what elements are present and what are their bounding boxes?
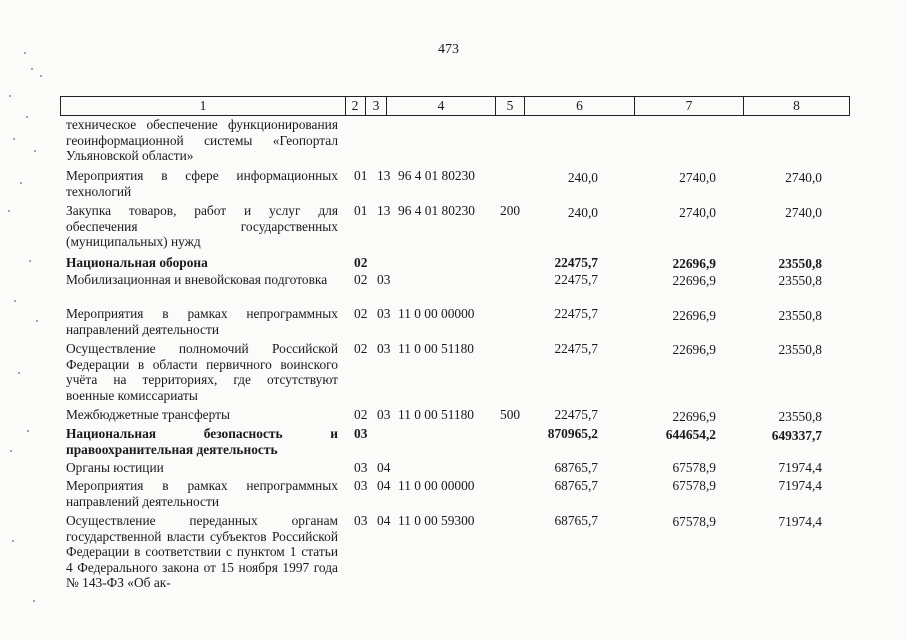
cell-amount-8: 23550,8: [778, 273, 822, 288]
cell-amount-8: 649337,7: [771, 428, 822, 443]
cell-section: 01: [354, 168, 368, 183]
cell-subsection: 13: [377, 203, 391, 218]
cell-amount-6: 22475,7: [554, 255, 598, 270]
cell-amount-8: 23550,8: [778, 256, 822, 271]
cell-amount-6: 68765,7: [554, 460, 598, 475]
cell-target: 11 0 00 00000: [398, 306, 475, 321]
row-name: Органы юстиции: [66, 460, 164, 475]
cell-amount-6: 22475,7: [554, 341, 598, 356]
cell-amount-8: 23550,8: [778, 308, 822, 323]
cell-section: 03: [354, 426, 368, 441]
cell-subsection: 04: [377, 478, 391, 493]
header-col-6: 6: [525, 96, 635, 116]
cell-subsection: 04: [377, 460, 391, 475]
cell-section: 02: [354, 272, 368, 287]
cell-expense-type: 500: [500, 407, 521, 422]
cell-section: 01: [354, 203, 368, 218]
cell-amount-7: 22696,9: [672, 256, 716, 271]
cell-amount-8: 23550,8: [778, 409, 822, 424]
row-name: техническое обеспечение функционирования геоинформационной системы «Геопортал Ульяновской области»: [66, 117, 338, 164]
header-col-3: 3: [366, 96, 387, 116]
header-col-4: 4: [387, 96, 496, 116]
cell-section: 02: [354, 306, 368, 321]
cell-amount-7: 644654,2: [665, 427, 716, 442]
cell-amount-7: 22696,9: [672, 342, 716, 357]
cell-section: 03: [354, 460, 368, 475]
row-name: Мероприятия в рамках непрограммных направлений деятельности: [66, 478, 338, 509]
cell-target: 96 4 01 80230: [398, 168, 475, 183]
cell-section: 02: [354, 255, 368, 270]
cell-amount-8: 71974,4: [778, 514, 822, 529]
cell-amount-6: 240,0: [567, 205, 598, 220]
cell-subsection: 03: [377, 272, 391, 287]
row-name: Мероприятия в рамках непрограммных направлений деятельности: [66, 306, 338, 337]
cell-subsection: 04: [377, 513, 391, 528]
cell-amount-8: 2740,0: [785, 205, 822, 220]
cell-amount-7: 22696,9: [672, 273, 716, 288]
cell-section: 02: [354, 341, 368, 356]
cell-subsection: 03: [377, 306, 391, 321]
page-number: 473: [438, 42, 459, 57]
header-col-1: 1: [60, 96, 346, 116]
header-col-5: 5: [496, 96, 525, 116]
row-name: Национальная безопасность и правоохранительная деятельность: [66, 426, 338, 457]
cell-target: 96 4 01 80230: [398, 203, 475, 218]
cell-section: 03: [354, 513, 368, 528]
cell-amount-6: 68765,7: [554, 478, 598, 493]
cell-amount-8: 71974,4: [778, 478, 822, 493]
cell-amount-7: 67578,9: [672, 460, 716, 475]
cell-amount-6: 22475,7: [554, 306, 598, 321]
row-name: Мероприятия в сфере информационных технологий: [66, 168, 338, 199]
cell-amount-6: 22475,7: [554, 407, 598, 422]
cell-amount-8: 2740,0: [785, 170, 822, 185]
cell-amount-6: 870965,2: [547, 426, 598, 441]
cell-target: 11 0 00 00000: [398, 478, 475, 493]
row-name: Закупка товаров, работ и услуг для обеспечения государственных (муниципальных) нужд: [66, 203, 338, 250]
row-name: Осуществление полномочий Российской Федерации в области первичного воинского учёта на территориях, где отсутствуют военные комиссариаты: [66, 341, 338, 403]
row-name: Национальная оборона: [66, 255, 208, 270]
cell-amount-6: 68765,7: [554, 513, 598, 528]
header-col-2: 2: [345, 96, 366, 116]
row-name: Межбюджетные трансферты: [66, 407, 230, 422]
cell-amount-7: 67578,9: [672, 478, 716, 493]
cell-amount-7: 22696,9: [672, 409, 716, 424]
cell-target: 11 0 00 51180: [398, 407, 475, 422]
cell-expense-type: 200: [500, 203, 521, 218]
cell-amount-8: 71974,4: [778, 460, 822, 475]
cell-amount-6: 240,0: [567, 170, 598, 185]
cell-amount-8: 23550,8: [778, 342, 822, 357]
cell-target: 11 0 00 59300: [398, 513, 475, 528]
cell-target: 11 0 00 51180: [398, 341, 475, 356]
cell-amount-7: 2740,0: [679, 205, 716, 220]
row-name: Осуществление переданных органам государственной власти субъектов Российской Федерации в соответствии с пунктом 1 статьи 4 Федерального закона от 15 ноября 1997 года № 143-ФЗ «Об ак-: [66, 513, 338, 591]
cell-section: 02: [354, 407, 368, 422]
cell-amount-7: 67578,9: [672, 514, 716, 529]
cell-subsection: 03: [377, 407, 391, 422]
cell-amount-7: 22696,9: [672, 308, 716, 323]
cell-section: 03: [354, 478, 368, 493]
cell-subsection: 13: [377, 168, 391, 183]
header-col-7: 7: [635, 96, 744, 116]
cell-subsection: 03: [377, 341, 391, 356]
header-col-8: 8: [744, 96, 850, 116]
cell-amount-7: 2740,0: [679, 170, 716, 185]
cell-amount-6: 22475,7: [554, 272, 598, 287]
row-name: Мобилизационная и вневойсковая подготовка: [66, 272, 328, 287]
